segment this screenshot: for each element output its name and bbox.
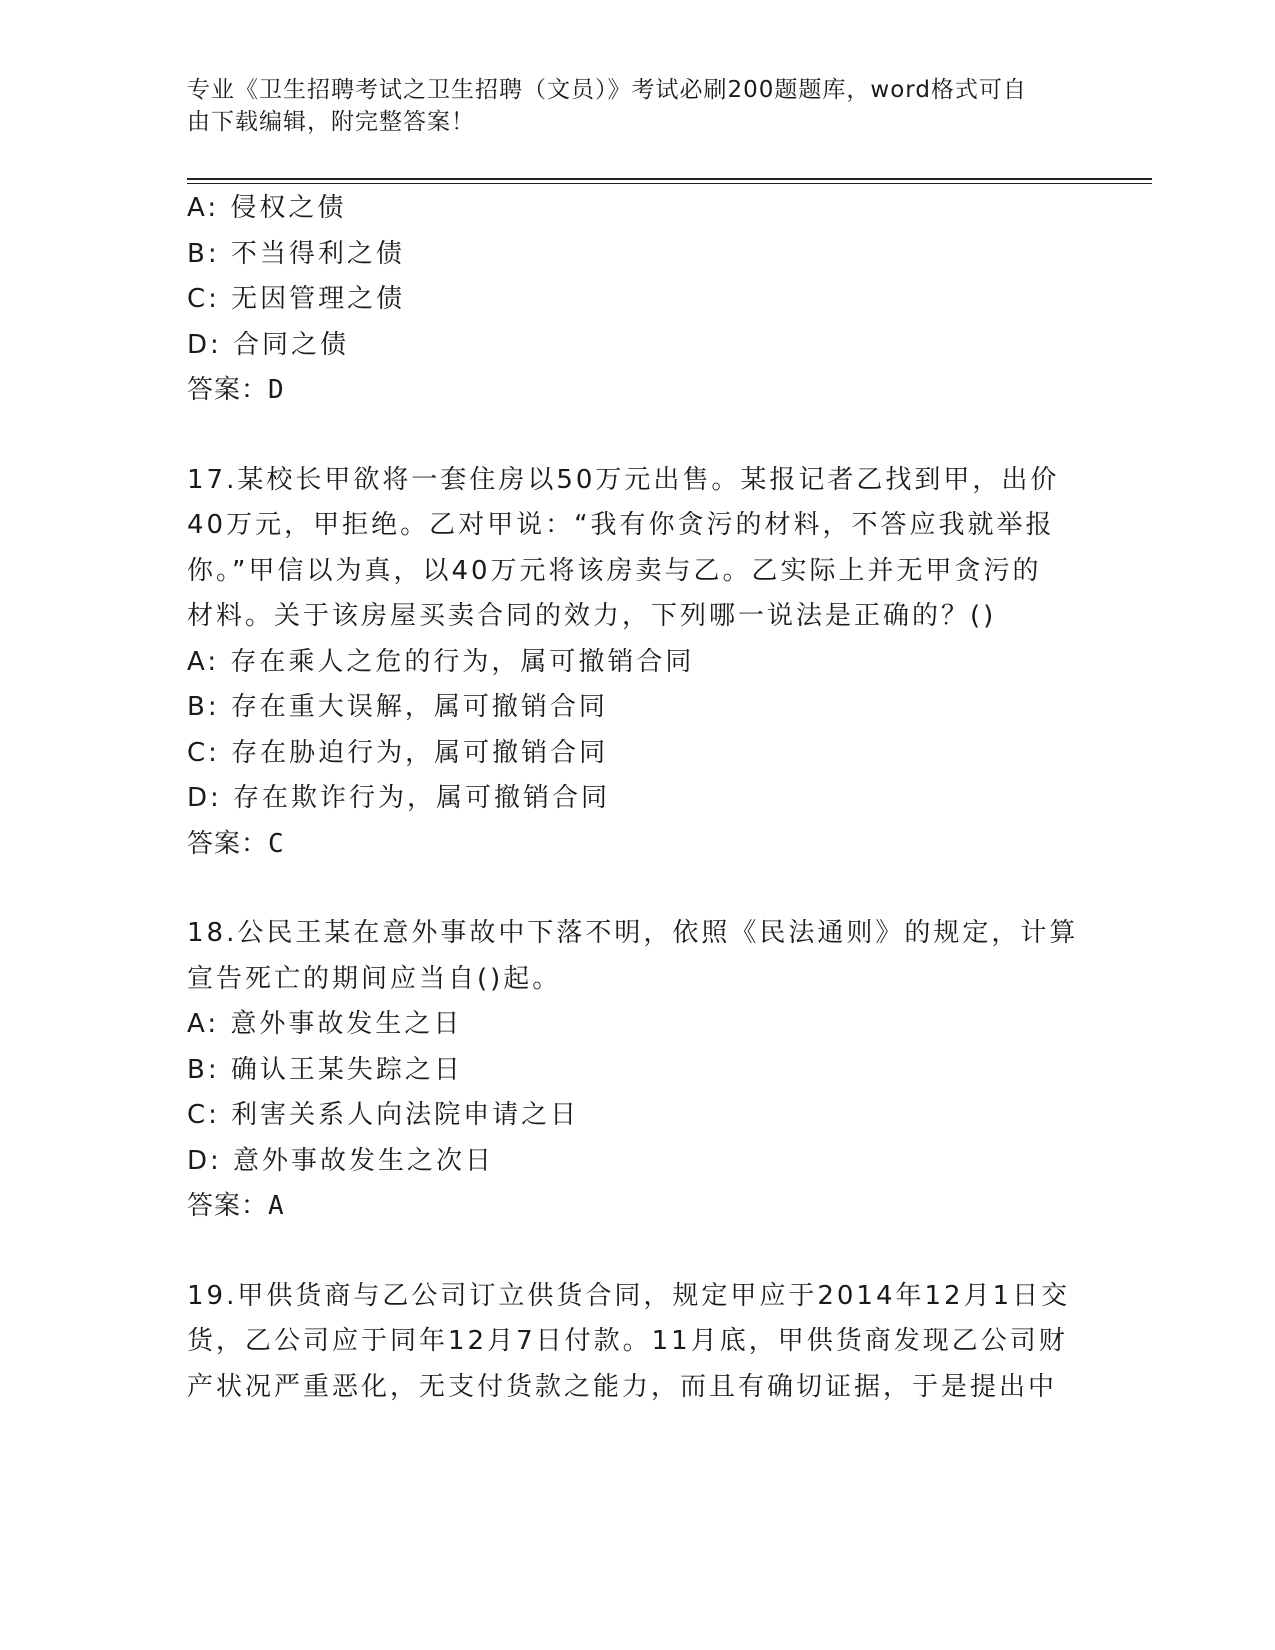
question-text-line: 材料。关于该房屋买卖合同的效力，下列哪一说法是正确的？() — [187, 601, 997, 631]
spacer — [187, 1230, 1087, 1274]
question-text-line: 你。”甲信以为真，以40万元将该房卖与乙。乙实际上并无甲贪污的 — [187, 555, 1042, 586]
question-17 — [187, 458, 1087, 868]
option-c: C: 存在胁迫行为，属可撤销合同 — [187, 737, 609, 768]
option-c: C: 无因管理之债 — [187, 284, 406, 314]
option-a: A: 意外事故发生之日 — [187, 1009, 463, 1039]
question-16 — [187, 186, 1087, 414]
document-header — [187, 74, 1087, 138]
question-text-line: 货，乙公司应于同年12月7日付款。11月底，甲供货商发现乙公司财 — [187, 1326, 1068, 1356]
question-text-line: 40万元，甲拒绝。乙对甲说：“我有你贪污的材料，不答应我就举报 — [187, 510, 1055, 540]
header-line-1: 专业《卫生招聘考试之卫生招聘（文员）》考试必刷200题题库，word格式可自 — [187, 77, 1027, 103]
spacer — [187, 414, 1087, 458]
option-d: D: 存在欺诈行为，属可撤销合同 — [187, 783, 611, 813]
option-d: D: 合同之债 — [187, 329, 350, 360]
question-19 — [187, 1274, 1087, 1411]
spacer — [187, 867, 1087, 911]
option-c: C: 利害关系人向法院申请之日 — [187, 1100, 580, 1130]
option-d: D: 意外事故发生之次日 — [187, 1145, 495, 1176]
question-list — [187, 186, 1087, 1410]
answer-line: 答案：C — [187, 828, 285, 859]
header-line-2: 由下载编辑，附完整答案！ — [187, 109, 475, 135]
header-divider-thick — [187, 178, 1152, 180]
question-text-line: 19.甲供货商与乙公司订立供货合同，规定甲应于2014年12月1日交 — [187, 1280, 1071, 1311]
answer-line: 答案：D — [187, 375, 285, 405]
option-b: B: 存在重大误解，属可撤销合同 — [187, 692, 608, 722]
option-a: A: 存在乘人之危的行为，属可撤销合同 — [187, 646, 695, 677]
option-b: B: 不当得利之债 — [187, 238, 405, 269]
option-b: B: 确认王某失踪之日 — [187, 1054, 463, 1085]
question-18 — [187, 911, 1087, 1230]
answer-line: 答案：A — [187, 1191, 285, 1221]
option-a: A: 侵权之债 — [187, 193, 347, 223]
question-text-line: 18.公民王某在意外事故中下落不明，依照《民法通则》的规定，计算 — [187, 918, 1079, 948]
question-text-line: 宣告死亡的期间应当自()起。 — [187, 963, 562, 994]
question-text-line: 产状况严重恶化，无支付货款之能力，而且有确切证据，于是提出中 — [187, 1371, 1058, 1402]
header-divider-thin — [187, 183, 1152, 184]
question-text-line: 17.某校长甲欲将一套住房以50万元出售。某报记者乙找到甲，出价 — [187, 464, 1060, 495]
